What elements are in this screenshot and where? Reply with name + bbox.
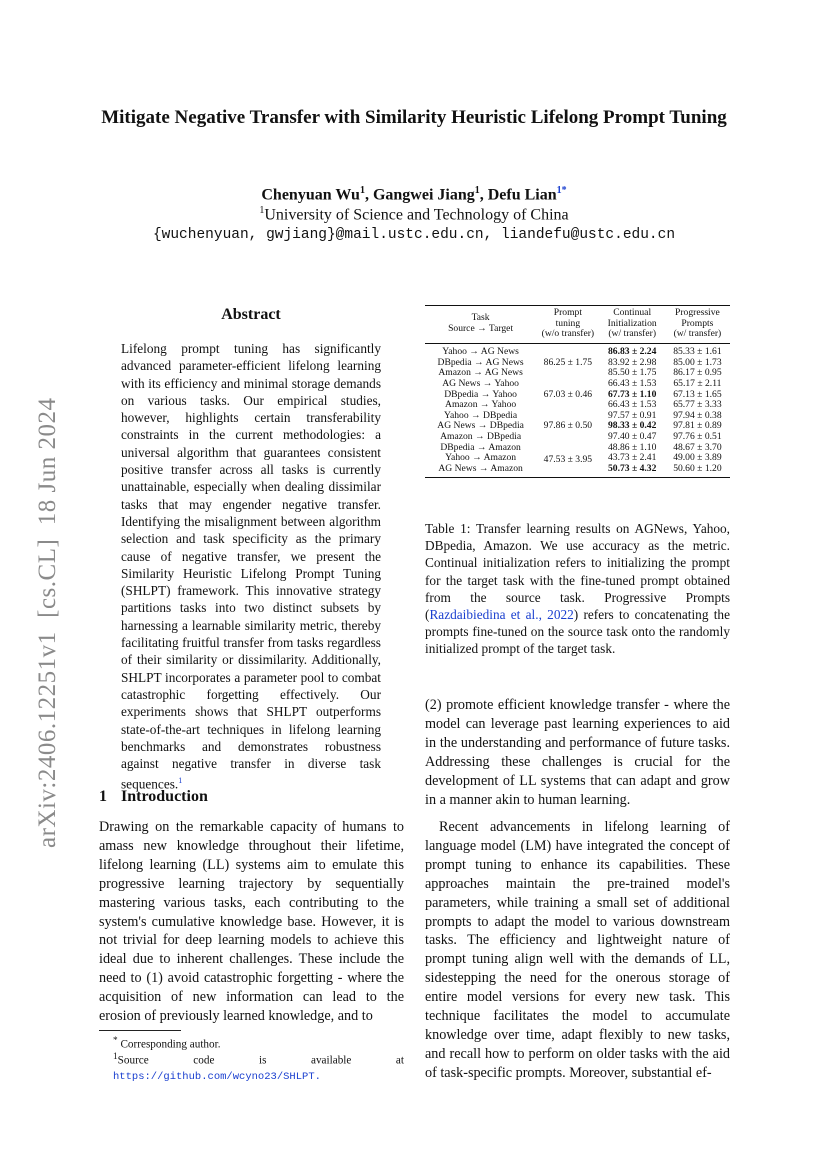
cell-task: AG News → Yahoo bbox=[442, 378, 519, 390]
cell-continual: 83.92 ± 2.98 bbox=[607, 356, 657, 368]
arxiv-identifier bbox=[21, 370, 65, 850]
cell-progressive: 67.13 ± 1.65 bbox=[673, 388, 722, 400]
cell-progressive: 97.81 ± 0.89 bbox=[673, 420, 722, 432]
cell-continual: 67.73 ± 1.10 bbox=[607, 388, 657, 400]
cell-task: AG News → Amazon bbox=[438, 462, 523, 474]
cell-task: Yahoo → AG News bbox=[442, 346, 519, 358]
abstract-text: Lifelong prompt tuning has significantly advanced parameter-efficient lifelong learning with its efficiency and minimal storage demands on various tasks. Our empirical studies, however, highlights certain transferability constraints in the current methodologies: a universal algorithm that guarantees consistent positive transfer across all tasks is currently unattainable, especially when dealing dissimilar tasks that may engender negative transfer. Identifying the misalignment between algorithm selection and task specificity as the primary cause of negative transfer, we present the Similarity Heuristic Lifelong Prompt Tuning (SHLPT) framework. This innovative strategy partitions tasks into two distinct subsets by harnessing a learnable similarity metric, thereby facilitating fruitful transfer from tasks regardless of their similarity or dissimilarity. Additionally, SHLPT incorporates a parameter pool to combat catastrophic forgetting effectively. Our experiments shows that SHLPT outperforms state-of-the-art techniques in lifelong learning benchmarks and demonstrates robustness against negative transfer in diverse task sequences. bbox=[121, 341, 381, 792]
footnote-source-code bbox=[99, 1050, 404, 1085]
cell-task: Amazon → Yahoo bbox=[445, 399, 517, 411]
header-line: Initialization bbox=[607, 317, 657, 329]
author-mark: 1 bbox=[359, 185, 365, 196]
author-name: Gangwei Jiang bbox=[372, 186, 475, 204]
cell-progressive: 49.00 ± 3.89 bbox=[673, 452, 722, 464]
arxiv-identifier-text: arXiv:2406.12251v1 [cs.CL] 18 Jun 2024 bbox=[34, 397, 61, 848]
caption-text-after: ) refers to concatenating the prompts fine-tuned on the source task onto the randomly initialized prompt of the target task. bbox=[425, 607, 730, 657]
header-line: Prompt bbox=[553, 307, 583, 318]
cell-progressive: 97.76 ± 0.51 bbox=[673, 431, 722, 443]
caption-citation-link[interactable]: Razdaibiedina et al., 2022 bbox=[429, 607, 574, 623]
col-header-task bbox=[425, 306, 536, 344]
cell-progressive: 85.33 ± 1.61 bbox=[673, 346, 722, 358]
author-mark: 1* bbox=[556, 185, 567, 196]
cell-progressive: 48.67 ± 3.70 bbox=[673, 441, 722, 453]
footnote-source-link[interactable]: https://github.com/wcyno23/SHLPT. bbox=[113, 1070, 321, 1083]
cell-progressive: 85.00 ± 1.73 bbox=[673, 356, 722, 368]
cell-task: Amazon → DBpedia bbox=[440, 431, 522, 443]
results-table bbox=[425, 305, 730, 478]
cell-continual: 50.73 ± 4.32 bbox=[607, 462, 657, 474]
header-line: (w/o transfer) bbox=[541, 328, 595, 340]
section-heading-introduction bbox=[99, 788, 208, 806]
cell-continual: 98.33 ± 0.42 bbox=[607, 420, 657, 432]
footnote-rule bbox=[99, 1030, 181, 1031]
cell-task: Yahoo → DBpedia bbox=[444, 409, 518, 421]
header-line: (w/ transfer) bbox=[673, 328, 722, 340]
author-name: Defu Lian bbox=[487, 186, 557, 204]
intro-paragraph-2: (2) promote efficient knowledge transfer - where the model can leverage past learning experiences to aid in the understanding and performance of future tasks. Addressing these challenges is crucial for the development of LL systems that can adapt and grow in a manner akin to human learning. bbox=[425, 697, 730, 808]
intro-paragraph-3: Recent advancements in lifelong learning of language model (LM) have integrated the concept of prompt tuning to enhance its capabilities. These approaches maintain the pre-trained model's parameters, while training a small set of additional prompts to adapt the model to various downstream tasks. The efficiency and lightweight nature of prompt tuning align well with the demands of LL, sidestepping the need for the onerous storage of entire model versions for every new task. This technique facilitates the model to accumulate knowledge over time, adapt flexibly to new tasks, and recall how to perform on older tasks with the aid of task-specific prompts. Moreover, substantial ef- bbox=[425, 819, 730, 1081]
affiliation-mark: 1 bbox=[259, 205, 265, 216]
header-line: Task bbox=[471, 312, 490, 324]
cell-progressive: 97.94 ± 0.38 bbox=[673, 409, 722, 421]
cell-progressive: 86.17 ± 0.95 bbox=[673, 367, 722, 379]
paper-title: Mitigate Negative Transfer with Similarity Heuristic Lifelong Prompt Tuning bbox=[101, 107, 727, 128]
cell-continual: 66.43 ± 1.53 bbox=[607, 378, 657, 390]
cell-task: DBpedia → AG News bbox=[437, 356, 524, 368]
author-name: Chenyuan Wu bbox=[261, 186, 360, 204]
col-header-progressive bbox=[665, 306, 730, 344]
results-table-container bbox=[425, 305, 730, 478]
cell-continual: 85.50 ± 1.75 bbox=[607, 367, 657, 379]
cell-progressive: 50.60 ± 1.20 bbox=[673, 462, 722, 474]
author-list: Chenyuan Wu$^1$, Gangwei Jiang$^1$, Defu Lian$^{1*}$ bbox=[261, 185, 567, 204]
affiliation-text: University of Science and Technology of China bbox=[264, 206, 569, 224]
cell-prompt-tuning: 67.03 ± 0.46 bbox=[543, 388, 593, 400]
cell-continual: 43.73 ± 2.41 bbox=[607, 452, 657, 464]
cell-progressive: 65.17 ± 2.11 bbox=[673, 378, 722, 390]
cell-task: DBpedia → Yahoo bbox=[444, 388, 517, 400]
intro-paragraph-1: Drawing on the remarkable capacity of humans to amass new knowledge throughout their lifetime, lifelong learning (LL) systems aim to emulate this progressive learning trajectory by sequentially mastering various tasks, each contributing to the system's cumulative knowledge base. However, it is not trivial for deep learning models to achieve this ideal due to inherent challenges. These include the need to (1) avoid catastrophic forgetting - where the acquisition of new information can lead to the erosion of previously learned knowledge, and to bbox=[99, 819, 404, 1025]
affiliation bbox=[100, 205, 728, 224]
abstract-body bbox=[121, 340, 381, 793]
footnote-star-text: Corresponding author. bbox=[120, 1038, 221, 1051]
section-number: 1 bbox=[99, 788, 107, 805]
section-title: Introduction bbox=[121, 788, 208, 805]
header-line: Prompts bbox=[681, 317, 714, 329]
results-table-body bbox=[425, 343, 730, 478]
footnote-star-mark: * bbox=[113, 1036, 118, 1046]
cell-continual: 86.83 ± 2.24 bbox=[607, 346, 657, 358]
table-caption bbox=[425, 520, 730, 658]
abstract-heading: Abstract bbox=[221, 306, 281, 323]
author-mark: 1 bbox=[474, 185, 480, 196]
caption-text-before: Table 1: Transfer learning results on AGNews, Yahoo, DBpedia, Amazon. We use accuracy as the metric. Continual initialization refers to initializing the prompt for the target task with the fine-tuned prompt obtained from the source task. Progressive Prompts ( bbox=[425, 521, 730, 623]
footnote-one-mark: 1 bbox=[113, 1052, 118, 1062]
cell-task: Yahoo → Amazon bbox=[445, 452, 517, 464]
col-header-continual bbox=[600, 306, 665, 344]
header-line: (w/ transfer) bbox=[608, 328, 657, 340]
cell-continual: 97.57 ± 0.91 bbox=[607, 409, 657, 421]
header-line: Source → Target bbox=[448, 322, 514, 334]
cell-prompt-tuning: 86.25 ± 1.75 bbox=[543, 356, 593, 368]
footnote-one-text: Source code is available at bbox=[117, 1054, 404, 1067]
col-header-prompt-tuning bbox=[536, 306, 599, 344]
cell-progressive: 65.77 ± 3.33 bbox=[673, 399, 722, 411]
cell-task: AG News → DBpedia bbox=[437, 420, 524, 432]
header-line: Continual bbox=[613, 307, 652, 318]
cell-prompt-tuning: 47.53 ± 3.95 bbox=[543, 453, 593, 465]
header-line: Progressive bbox=[675, 307, 720, 318]
cell-task: Amazon → AG News bbox=[438, 367, 523, 379]
cell-continual: 66.43 ± 1.53 bbox=[607, 399, 657, 411]
header-line: tuning bbox=[555, 317, 581, 329]
cell-task: DBpedia → Amazon bbox=[440, 441, 521, 453]
cell-prompt-tuning: 97.86 ± 0.50 bbox=[543, 420, 593, 432]
cell-continual: 97.40 ± 0.47 bbox=[607, 431, 657, 443]
author-emails: {wuchenyuan, gwjiang}@mail.ustc.edu.cn, liandefu@ustc.edu.cn bbox=[152, 227, 676, 243]
cell-continual: 48.86 ± 1.10 bbox=[607, 441, 657, 453]
abstract-footnote-link[interactable]: 1 bbox=[178, 776, 183, 786]
